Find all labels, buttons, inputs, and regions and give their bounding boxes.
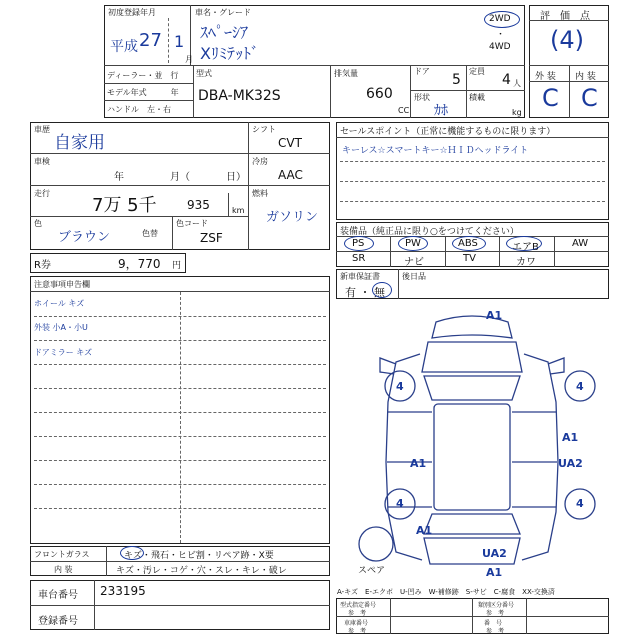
inspection-day: 日） [226, 172, 246, 183]
type-num-ref: 参 考 [348, 610, 367, 617]
color-code-value: ZSF [200, 231, 223, 245]
mark-wheel-fr: 4 [576, 380, 584, 393]
recycle-label: R券 [34, 260, 51, 271]
spare-label: スペア [358, 566, 386, 576]
mark-wheel-fl: 4 [396, 380, 404, 393]
color-value: ブラウン [58, 230, 111, 245]
capacity-value: 4 [502, 72, 511, 88]
use-value: 自家用 [54, 133, 105, 153]
mark-rear-bumper: A1 [486, 566, 503, 579]
garage-ref: 参 考 [348, 628, 367, 635]
month-unit: 月 [185, 55, 193, 64]
drive-dot: ・ [496, 30, 506, 40]
new-warranty-label: 新車保証書 [340, 272, 380, 281]
exterior-grade: C [542, 84, 559, 112]
door-label: ドア [414, 67, 430, 76]
interior-row-label: 内 装 [54, 565, 73, 574]
recycle-value: 9，770 [118, 257, 161, 271]
circle-warranty-none [372, 282, 392, 298]
mark-right-front-door: A1 [562, 431, 579, 444]
color-label: 色 [34, 219, 42, 228]
fuel-value: ガソリン [266, 210, 319, 225]
interior-row-value: キズ・汚レ・コゲ・穴・スレ・キレ・破レ [116, 566, 287, 576]
color-code-label: 色コード [176, 219, 208, 228]
cc-unit: CC [398, 106, 410, 115]
capacity-unit: 人 [513, 79, 521, 88]
capacity-label: 定員 [469, 67, 485, 76]
mileage-label: 走行 [34, 189, 50, 198]
sub-color-label: 色替 [142, 229, 158, 238]
notes-title: 注意事項申告欄 [34, 280, 90, 289]
registration-label: 登録番号 [38, 616, 78, 627]
mileage-value: 7万 5千 [92, 195, 157, 216]
score-label: 評 価 点 [540, 11, 590, 22]
displacement-label: 排気量 [334, 69, 358, 78]
sales-point-title: セールスポイント（正常に機能するものに限ります） [340, 127, 556, 137]
equip-leather: カワ [516, 257, 536, 268]
mark-left-door: A1 [410, 457, 427, 470]
equip-aw: AW [572, 238, 589, 249]
first-reg-label: 初度登録年月 [108, 8, 156, 17]
mark-front-bumper: A1 [486, 309, 503, 322]
note-line-2: 外装 小A・小U [34, 323, 88, 332]
mileage-small: 935 [187, 198, 210, 212]
inspection-month: 月（ [170, 172, 190, 183]
mark-rear-gate: UA2 [482, 547, 507, 560]
warranty-value: 有 ・ 無 [345, 286, 385, 299]
reg-month: 1 [174, 32, 185, 51]
car-grade: Xﾘﾐﾃｯﾄﾞ [200, 44, 259, 63]
drive-2wd: 2WD [489, 14, 511, 24]
equip-sr: SR [352, 253, 366, 264]
shift-value: CVT [278, 136, 302, 150]
inspection-label: 車検 [34, 157, 50, 166]
interior-grade: C [581, 84, 598, 112]
circle-abs [452, 236, 486, 251]
name-grade-label: 車名・グレード [195, 8, 251, 17]
note-line-3: ドアミラー キズ [34, 348, 93, 357]
mark-wheel-rl: 4 [396, 497, 404, 510]
era: 平成 [110, 39, 138, 55]
type-value: DBA-MK32S [198, 88, 281, 104]
fuel-label: 燃料 [252, 189, 268, 198]
model-year-label: モデル年式 年 [107, 88, 179, 97]
mark-left-rear: A1 [416, 524, 433, 537]
equip-abs: ABS [458, 238, 478, 249]
type-label: 型式 [196, 69, 212, 78]
circle-pw [398, 236, 428, 251]
ac-label: 冷房 [252, 157, 268, 166]
handle-label: ハンドル 左・右 [107, 105, 171, 114]
use-label: 車歴 [34, 125, 50, 134]
damage-legend: A-キズ E-エクボ U-凹み W-補修跡 S-サビ C-腐食 XX-交換済 [337, 588, 555, 596]
load-label: 積載 [469, 93, 485, 102]
equipment-title: 装備品（純正品に限り○をつけてください） [340, 227, 519, 237]
note-line-1: ホイール キズ [34, 299, 85, 308]
interior-label: 内 装 [575, 72, 596, 82]
shift-label: シフト [252, 125, 276, 134]
after-label: 後日品 [402, 272, 426, 281]
shape-label: 形状 [414, 93, 430, 102]
number-ref: 参 考 [486, 628, 505, 635]
car-name: ｽﾍﾟｰｼｱ [200, 23, 249, 42]
windshield-label: フロントガラス [34, 550, 90, 559]
garage-label: 車庫番号 [344, 620, 369, 627]
chassis-label: 車台番号 [38, 590, 78, 601]
displacement-value: 660 [366, 86, 393, 102]
drive-4wd: 4WD [489, 42, 511, 52]
class-num-ref: 参 考 [486, 610, 505, 617]
chassis-value: 233195 [100, 584, 146, 598]
class-num-label: 類別区分番号 [478, 602, 515, 609]
circle-windshield-scratch [120, 546, 144, 560]
number-label: 番 号 [484, 620, 503, 627]
type-num-label: 型式指定番号 [340, 602, 377, 609]
reg-year: 27 [139, 30, 162, 51]
equip-ps: PS [352, 238, 365, 249]
equip-pw: PW [405, 238, 421, 249]
equip-airbag: エアB [512, 242, 539, 253]
inspection-year: 年 [114, 172, 124, 183]
dealer-label: ディーラー・並 行 [107, 71, 179, 80]
windshield-value: キズ・飛石・ヒビ割・リペア跡・X要 [124, 551, 274, 561]
shape-value: ｶﾎ [434, 103, 448, 119]
equip-tv: TV [463, 253, 476, 264]
score-value: (4) [550, 26, 584, 54]
mark-wheel-rr: 4 [576, 497, 584, 510]
recycle-box [30, 253, 186, 273]
km-unit: km [232, 206, 245, 215]
circle-airbag [506, 236, 542, 251]
mark-right-rear-door: UA2 [558, 457, 583, 470]
ac-value: AAC [278, 168, 303, 182]
sales-point-line: キーレス☆スマートキー☆ＨＩＤヘッドライト [342, 146, 529, 156]
door-value: 5 [452, 72, 461, 88]
kg-unit: kg [512, 108, 522, 117]
yen-unit: 円 [172, 261, 182, 271]
circle-ps [344, 236, 374, 251]
exterior-label: 外 装 [535, 72, 556, 82]
equip-navi: ナビ [404, 257, 424, 268]
